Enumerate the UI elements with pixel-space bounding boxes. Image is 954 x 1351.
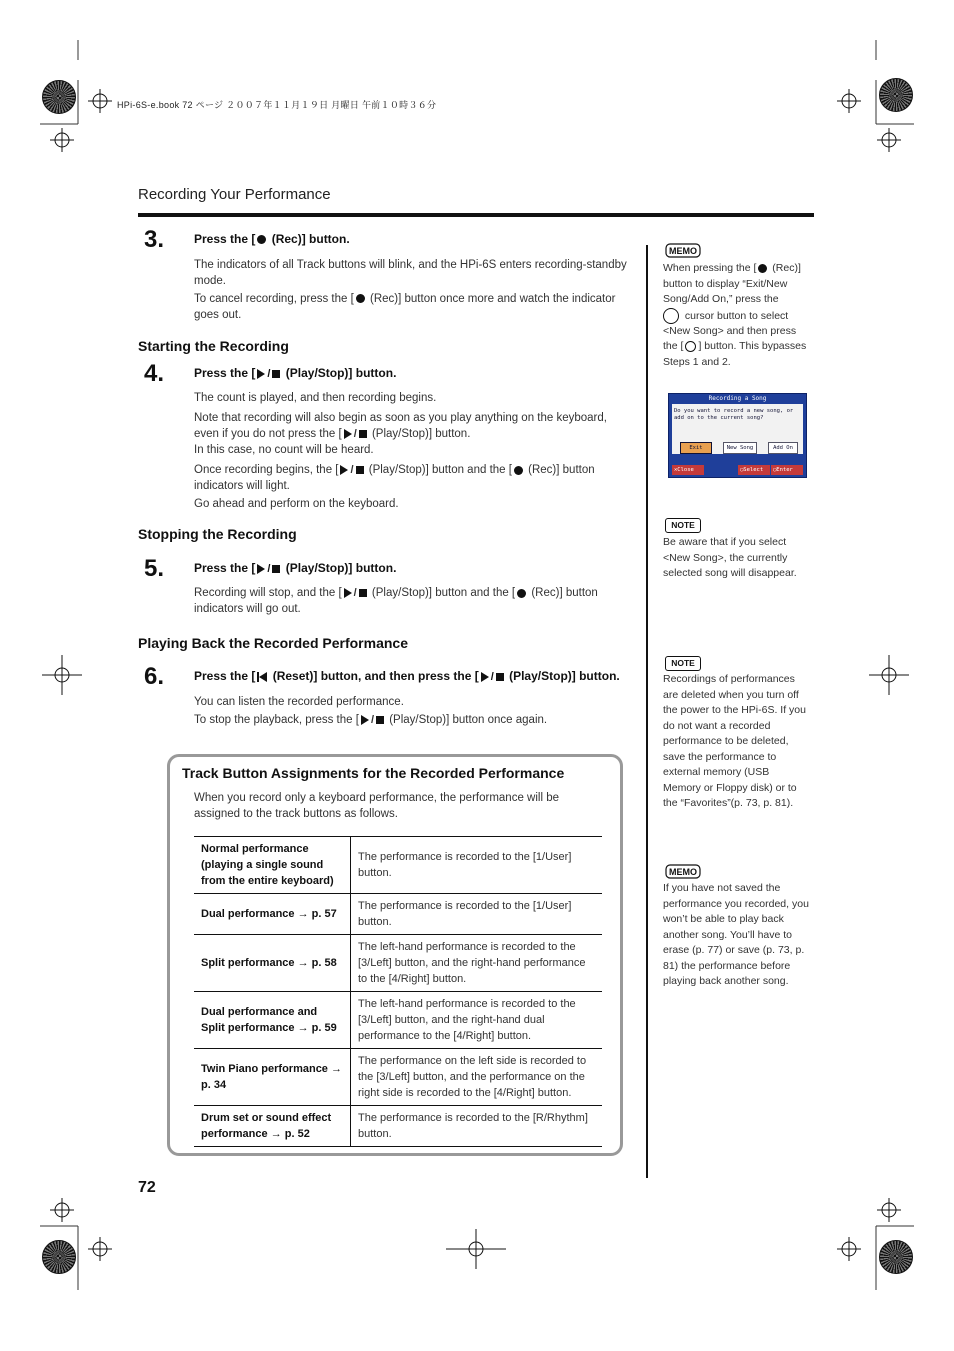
step-4-text-5: Go ahead and perform on the keyboard. bbox=[194, 498, 399, 511]
step-6-text-2 bbox=[194, 712, 630, 728]
track-assignment-title: Track Button Assignments for the Recorded Performance bbox=[182, 765, 565, 781]
section-starting-recording: Starting the Recording bbox=[138, 338, 289, 354]
step-3-text-1: The indicators of all Track buttons will blink, and the HPi-6S enters recording-standby mode. bbox=[194, 259, 627, 287]
step-6-heading-c: (Play/Stop)] button. bbox=[505, 669, 620, 683]
performance-type: Split performance → p. 58 bbox=[194, 935, 351, 992]
lcd-footer bbox=[672, 465, 803, 475]
step-3-text-2-pre: To cancel recording, press the [ bbox=[194, 293, 354, 305]
step-3-heading-pre: Press the [ bbox=[194, 232, 256, 246]
step-5-body bbox=[194, 585, 630, 619]
table-row bbox=[194, 894, 602, 935]
step-4-text-1: The count is played, and then recording begins. bbox=[194, 392, 437, 404]
registration-rosette-bottom-left bbox=[42, 1240, 76, 1274]
column-divider bbox=[646, 245, 648, 1178]
step-4-text-2-pre: Note that recording will also begin as soon as you play anything on the keyboard, even if you do not press the [ bbox=[194, 412, 607, 441]
memo-1-a: When pressing the [ bbox=[663, 262, 757, 274]
step-4-body bbox=[194, 390, 630, 514]
lcd-dialog bbox=[672, 404, 803, 454]
step-6-text-1: You can listen the recorded performance. bbox=[194, 696, 404, 708]
step-6-text-2-pre: To stop the playback, press the [ bbox=[194, 714, 359, 727]
rec-icon bbox=[758, 264, 767, 273]
performance-type: Dual performance → p. 57 bbox=[194, 894, 351, 935]
note-icon: NOTE bbox=[665, 518, 701, 533]
lcd-message: Do you want to record a new song, or add on to the current song? bbox=[674, 408, 794, 421]
track-assignment: The performance is recorded to the [1/User] button. bbox=[351, 837, 603, 894]
memo-1-text bbox=[663, 261, 809, 370]
step-4-number: 4. bbox=[144, 360, 165, 387]
step-4-text-3: In this case, no count will be heard. bbox=[194, 444, 374, 457]
performance-type: Dual performance and Split performance → p. 59 bbox=[194, 992, 351, 1049]
track-assignment: The left-hand performance is recorded to the [3/Left] button, and the right-hand dual performance to the [4/Right] button. bbox=[351, 992, 603, 1049]
note-2-text: Recordings of performances are deleted when you turn off the power to the HPi-6S. If you do not want a recorded performance to be deleted, save the performance to external memory (USB Memory or Floppy disk) or to the “Favorites”(p. 73, p. 81). bbox=[663, 673, 806, 809]
step-3-heading bbox=[194, 232, 350, 246]
rec-icon bbox=[517, 589, 526, 598]
page-header-title: Recording Your Performance bbox=[138, 186, 331, 203]
step-5-number: 5. bbox=[144, 555, 165, 582]
play-stop-icon: / bbox=[257, 563, 280, 575]
table-row bbox=[194, 1106, 602, 1147]
lcd-new-song-button: New Song bbox=[723, 442, 757, 454]
track-assignment-table bbox=[194, 836, 602, 1147]
step-4-text-2-post: (Play/Stop)] button. bbox=[368, 428, 471, 441]
step-5-text-1-c: (Rec)] button indicators will go out. bbox=[194, 587, 598, 616]
reset-icon bbox=[257, 672, 267, 682]
lcd-title: Recording a Song bbox=[708, 395, 767, 402]
step-6-heading-b: (Reset)] button, and then press the [ bbox=[269, 669, 479, 683]
step-5-heading-post: (Play/Stop)] button. bbox=[282, 561, 397, 575]
lcd-select-label: ◯Select bbox=[738, 465, 770, 475]
file-info: HPi-6S-e.book 72 ページ ２００７年１１月１９日 月曜日 午前１０時３６分 bbox=[117, 100, 437, 110]
step-4-text-4-a: Once recording begins, the [ bbox=[194, 464, 339, 477]
registration-rosette-top-right bbox=[879, 78, 913, 112]
lcd-enter-label: ◯Enter bbox=[771, 465, 803, 475]
play-stop-icon: / bbox=[344, 426, 367, 442]
table-row bbox=[194, 1049, 602, 1106]
rec-icon bbox=[257, 235, 266, 244]
play-stop-icon: / bbox=[481, 671, 504, 683]
step-4-heading bbox=[194, 366, 396, 380]
performance-type: Drum set or sound effect performance → p. 52 bbox=[194, 1106, 351, 1147]
cursor-dial-icon bbox=[663, 308, 679, 324]
track-assignment: The performance on the left side is recorded to the [3/Left] button, and the performance on the right side is recorded to the [4/Right] button. bbox=[351, 1049, 603, 1106]
note-1-text: Be aware that if you select <New Song>, the currently selected song will disappear. bbox=[663, 536, 797, 579]
step-5-text-1 bbox=[194, 585, 630, 617]
rec-icon bbox=[356, 294, 365, 303]
play-stop-icon: / bbox=[340, 462, 363, 478]
memo-label: MEMO bbox=[669, 867, 697, 877]
step-6-number: 6. bbox=[144, 663, 165, 690]
lcd-screen bbox=[668, 393, 807, 478]
step-4-text-4-c: (Rec)] button indicators will light. bbox=[194, 464, 595, 493]
memo-icon bbox=[665, 243, 701, 258]
lcd-add-on-button: Add On bbox=[768, 442, 798, 454]
step-5-heading bbox=[194, 561, 396, 575]
memo-1-c: cursor button to select <New Song> and then press the [ bbox=[663, 309, 797, 353]
step-5-text-1-b: (Play/Stop)] button and the [ bbox=[368, 587, 516, 600]
step-6-heading-a: Press the [ bbox=[194, 669, 256, 683]
rec-icon bbox=[514, 466, 523, 475]
play-stop-icon: / bbox=[257, 368, 280, 380]
table-row bbox=[194, 837, 602, 894]
registration-rosette-top-left bbox=[42, 80, 76, 114]
play-stop-icon: / bbox=[361, 712, 384, 728]
step-3-text-2 bbox=[194, 291, 630, 323]
lcd-close-label: ✕Close bbox=[672, 465, 704, 475]
header-rule bbox=[138, 213, 814, 217]
performance-type: Normal performance (playing a single sound from the entire keyboard) bbox=[194, 837, 351, 894]
step-3-heading-post: (Rec)] button. bbox=[268, 232, 350, 246]
lcd-exit-button: Exit bbox=[680, 442, 712, 454]
section-playing-back: Playing Back the Recorded Performance bbox=[138, 635, 408, 651]
registration-rosette-bottom-right bbox=[879, 1240, 913, 1274]
step-4-text-4-b: (Play/Stop)] button and the [ bbox=[365, 464, 512, 477]
step-4-heading-post: (Play/Stop)] button. bbox=[282, 366, 397, 380]
track-assignment: The performance is recorded to the [1/User] button. bbox=[351, 894, 603, 935]
enter-icon bbox=[685, 341, 696, 352]
step-5-text-1-a: Recording will stop, and the [ bbox=[194, 587, 342, 600]
memo-1-d: ] button. This bypasses Steps 1 and 2. bbox=[663, 340, 807, 368]
step-4-heading-pre: Press the [ bbox=[194, 366, 256, 380]
section-stopping-recording: Stopping the Recording bbox=[138, 526, 297, 542]
step-3-text-2-post: (Rec)] button once more and watch the indicator goes out. bbox=[194, 293, 616, 321]
note-icon: NOTE bbox=[665, 656, 701, 671]
step-6-body bbox=[194, 694, 630, 730]
table-row bbox=[194, 992, 602, 1049]
step-4-text-2 bbox=[194, 410, 630, 458]
step-3-number: 3. bbox=[144, 226, 165, 253]
memo-2-text: If you have not saved the performance you recorded, you won’t be able to play back another song. You’ll have to erase (p. 77) or save (p. 73, p. 81) the performance before playing back another song. bbox=[663, 882, 809, 987]
step-3-body bbox=[194, 257, 630, 325]
page-number: 72 bbox=[138, 1179, 156, 1196]
memo-1-b: (Rec)] button to display “Exit/New Song/Add On,” press the bbox=[663, 262, 801, 305]
track-assignment-intro: When you record only a keyboard performance, the performance will be assigned to the track buttons as follows. bbox=[194, 792, 559, 820]
memo-label: MEMO bbox=[669, 246, 697, 256]
memo-icon bbox=[665, 864, 701, 879]
play-stop-icon: / bbox=[344, 585, 367, 601]
step-4-text-4 bbox=[194, 462, 630, 494]
track-assignment: The left-hand performance is recorded to the [3/Left] button, and the right-hand performance to the [4/Right] button. bbox=[351, 935, 603, 992]
step-6-text-2-post: (Play/Stop)] button once again. bbox=[386, 714, 548, 727]
lcd-footer-blank bbox=[705, 465, 737, 475]
performance-type: Twin Piano performance → p. 34 bbox=[194, 1049, 351, 1106]
step-6-heading bbox=[194, 669, 620, 683]
track-assignment: The performance is recorded to the [R/Rhythm] button. bbox=[351, 1106, 603, 1147]
table-row bbox=[194, 935, 602, 992]
step-5-heading-pre: Press the [ bbox=[194, 561, 256, 575]
